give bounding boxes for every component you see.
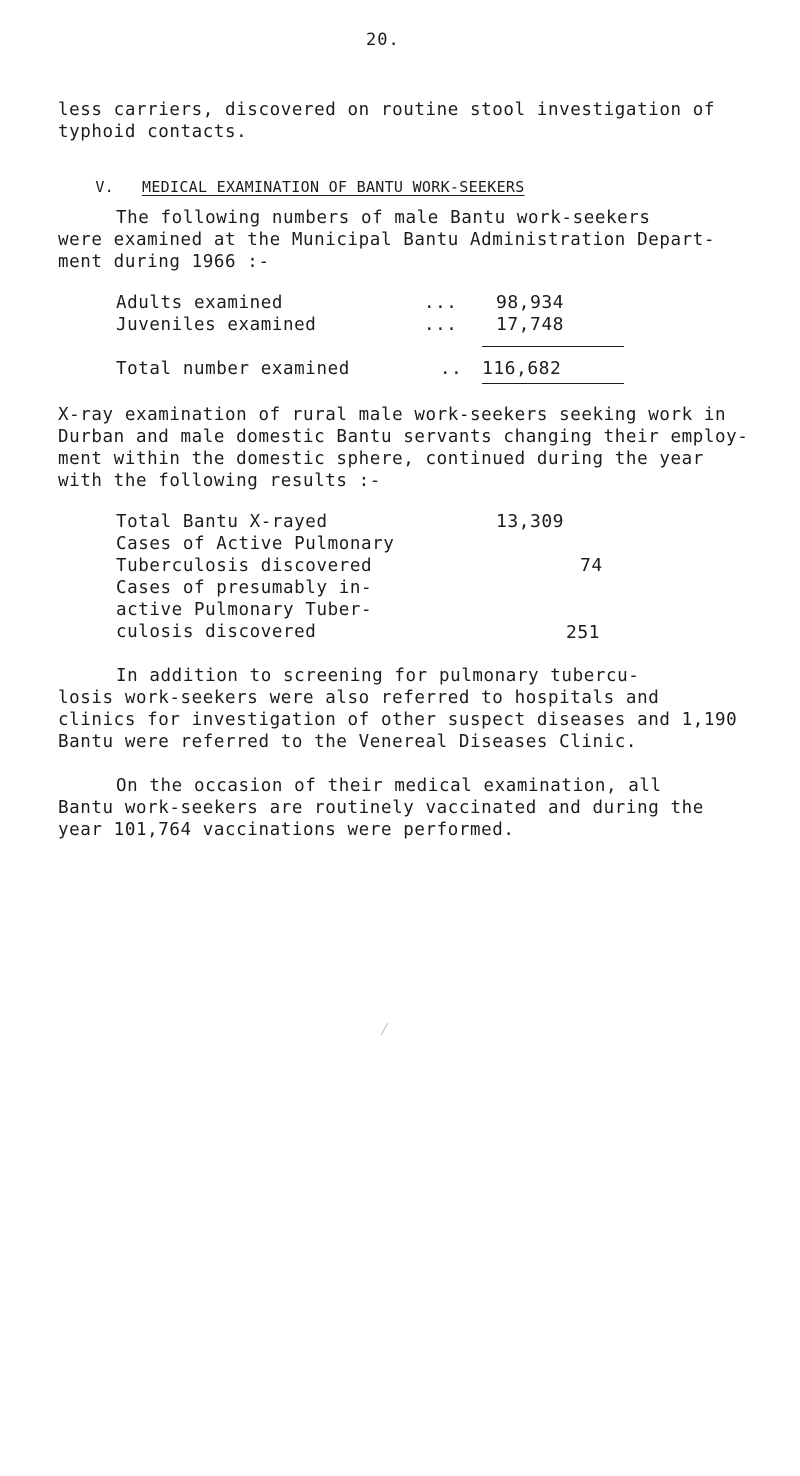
para3-line-3: clinics for investigation of other suspect diseases and 1,190 xyxy=(58,710,738,730)
subtotal-rule xyxy=(482,346,624,347)
section-heading xyxy=(58,160,525,214)
intro-line-1: less carriers, discovered on routine stool investigation of xyxy=(58,100,716,120)
section-title: MEDICAL EXAMINATION OF BANTU WORK-SEEKERS xyxy=(142,178,525,196)
exam-row-adults-leader: ... xyxy=(424,293,458,313)
page-number: 20. xyxy=(366,30,400,50)
para4-line-2: Bantu work-seekers are routinely vaccinated and during the xyxy=(58,798,704,818)
para3-line-1: In addition to screening for pulmonary tubercu- xyxy=(116,666,640,686)
section-number: V. xyxy=(95,178,114,196)
exam-row-juveniles-value: 17,748 xyxy=(496,314,565,335)
xray-inactive-tb-value: 251 xyxy=(566,622,601,643)
para3-line-2: losis work-seekers were also referred to hospitals and xyxy=(58,688,660,708)
para3-line-4: Bantu were referred to the Venereal Diseases Clinic. xyxy=(58,732,638,752)
intro-line-2: typhoid contacts. xyxy=(58,122,248,142)
xray-inactive-tb-label-2: active Pulmonary Tuber- xyxy=(116,600,373,620)
xray-active-tb-label-1: Cases of Active Pulmonary xyxy=(116,534,395,554)
para1-line-2: were examined at the Municipal Bantu Administration Depart- xyxy=(58,230,716,250)
xray-total-label: Total Bantu X-rayed xyxy=(116,512,328,532)
exam-total-label: Total number examined xyxy=(116,359,350,379)
exam-row-juveniles-leader: ... xyxy=(424,315,458,335)
exam-row-adults-label: Adults examined xyxy=(116,293,284,313)
stray-pencil-mark xyxy=(381,1023,388,1036)
xray-total-value: 13,309 xyxy=(496,511,565,532)
para1-line-1: The following numbers of male Bantu work-seekers xyxy=(116,208,651,228)
xray-inactive-tb-label-3: culosis discovered xyxy=(116,622,317,642)
para2-line-3: ment within the domestic sphere, continued during the year xyxy=(58,449,704,469)
para4-line-3: year 101,764 vaccinations were performed. xyxy=(58,820,515,840)
xray-active-tb-value: 74 xyxy=(580,555,603,576)
total-rule xyxy=(482,383,624,384)
para4-line-1: On the occasion of their medical examination, all xyxy=(116,776,662,796)
exam-total-value: 116,682 xyxy=(482,358,562,379)
para2-line-4: with the following results :- xyxy=(58,471,381,491)
para1-line-3: ment during 1966 :- xyxy=(58,252,270,272)
para2-line-2: Durban and male domestic Bantu servants changing their employ- xyxy=(58,427,749,447)
para2-line-1: X-ray examination of rural male work-seekers seeking work in xyxy=(58,405,727,425)
exam-total-leader: .. xyxy=(440,359,463,379)
exam-row-adults-value: 98,934 xyxy=(496,292,565,313)
xray-active-tb-label-2: Tuberculosis discovered xyxy=(116,556,373,576)
exam-row-juveniles-label: Juveniles examined xyxy=(116,315,317,335)
xray-inactive-tb-label-1: Cases of presumably in- xyxy=(116,578,373,598)
